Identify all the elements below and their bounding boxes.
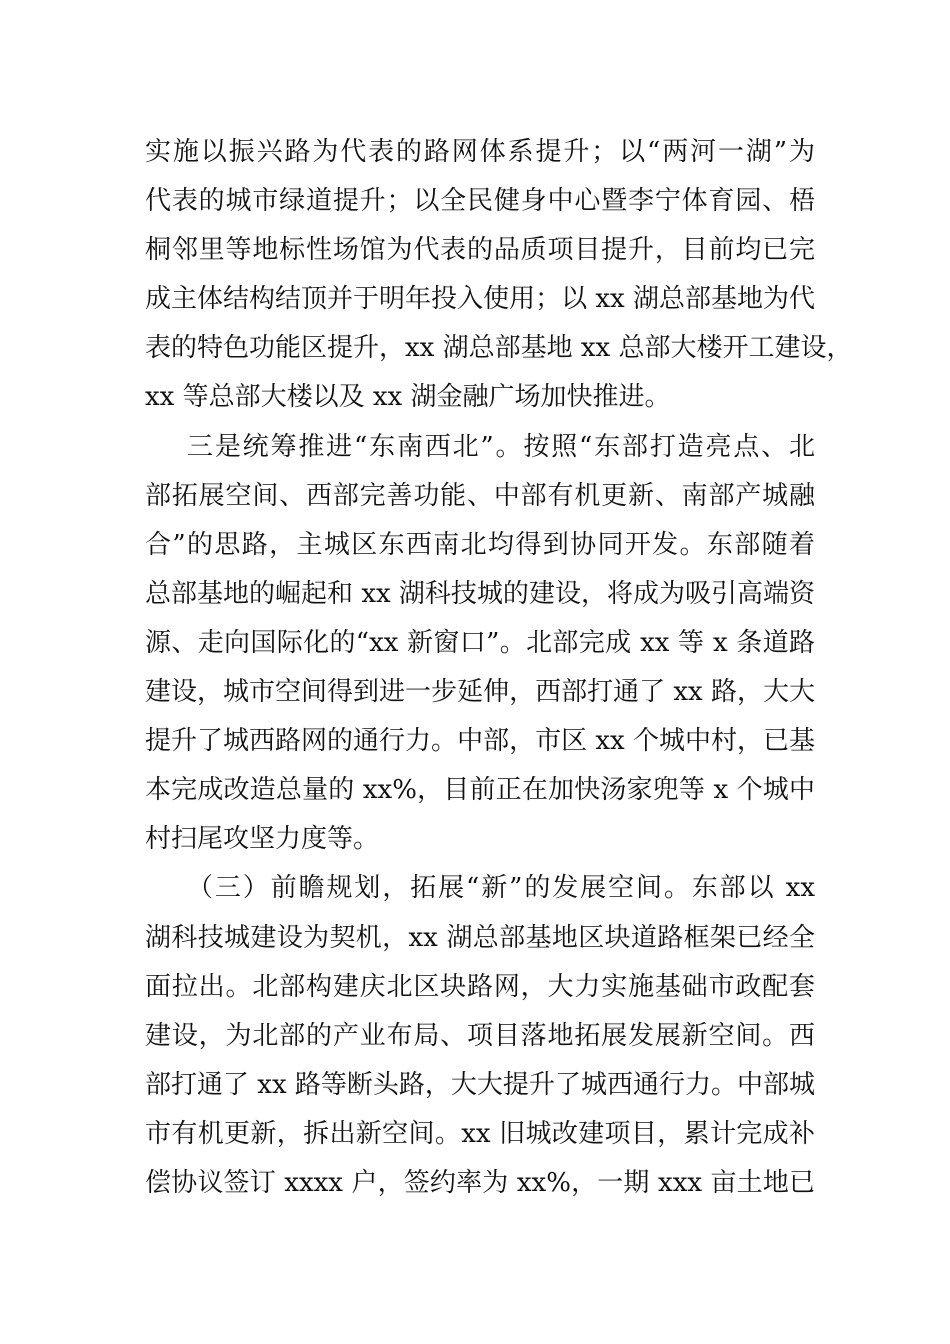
text-line: 部打通了 xx 路等断头路，大大提升了城西通行力。中部城 <box>145 1069 815 1100</box>
document-body <box>145 128 853 1208</box>
text-line: 本完成改造总量的 xx%，目前正在加快汤家兜等 x 个城中 <box>145 775 815 806</box>
text-line: 桐邻里等地标性场馆为代表的品质项目提升，目前均已完 <box>145 235 815 266</box>
text-line: 成主体结构结顶并于明年投入使用；以 xx 湖总部基地为代 <box>145 284 815 315</box>
text-line: 偿协议签订 xxxx 户，签约率为 xx%，一期 xxx 亩土地已 <box>145 1167 815 1198</box>
text-line: 代表的城市绿道提升；以全民健身中心暨李宁体育园、梧 <box>145 186 815 217</box>
text-line: 建设，城市空间得到进一步延伸，西部打通了 xx 路，大大 <box>145 677 815 708</box>
text-line: （三）前瞻规划，拓展“新”的发展空间。东部以 xx <box>187 873 815 904</box>
text-line: 村扫尾攻坚力度等。 <box>145 824 380 855</box>
text-line: 市有机更新，拆出新空间。xx 旧城改建项目，累计完成补 <box>145 1118 815 1149</box>
text-line: 表的特色功能区提升，xx 湖总部基地 xx 总部大楼开工建设， <box>145 333 853 364</box>
text-line: 湖科技城建设为契机，xx 湖总部基地区块道路框架已经全 <box>145 922 815 953</box>
text-line: 实施以振兴路为代表的路网体系提升；以“两河一湖”为 <box>145 137 815 167</box>
text-line: 建设，为北部的产业布局、项目落地拓展发展新空间。西 <box>145 1020 815 1051</box>
text-line: 合”的思路，主城区东西南北均得到协同开发。东部随着 <box>145 529 815 560</box>
text-line: 部拓展空间、西部完善功能、中部有机更新、南部产城融 <box>145 480 815 511</box>
text-line: 源、走向国际化的“xx 新窗口”。北部完成 xx 等 x 条道路 <box>145 627 815 658</box>
text-line: xx 等总部大楼以及 xx 湖金融广场加快推进。 <box>145 382 671 413</box>
text-line: 三是统筹推进“东南西北”。按照“东部打造亮点、北 <box>187 431 815 462</box>
text-line: 总部基地的崛起和 xx 湖科技城的建设，将成为吸引高端资 <box>145 578 815 609</box>
text-line: 提升了城西路网的通行力。中部，市区 xx 个城中村，已基 <box>145 726 815 757</box>
text-line: 面拉出。北部构建庆北区块路网，大力实施基础市政配套 <box>145 971 815 1002</box>
